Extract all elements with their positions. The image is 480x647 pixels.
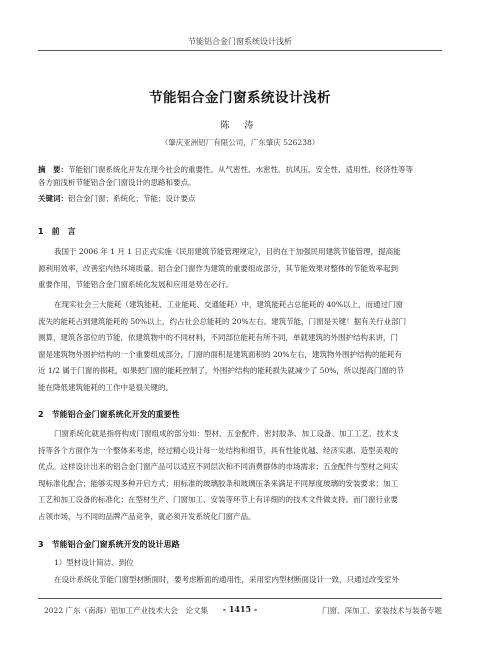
text-line: 持等各个方面作为一个整体来考虑，经过精心设计每一处结构和细节，具有性能优越、经济实惠、造型美观的 <box>38 445 398 455</box>
text-line: 现标准化配合；能够实现多种开启方式；用标准的玻璃胶条和玻璃压条来满足不同厚度玻璃的安装要求；加工 <box>38 478 398 488</box>
text-line: 我国于 2006 年 1 月 1 日正式实施《民用建筑节能管理规定》，目的在于加强民用建筑节能管理，提高能 <box>54 247 401 256</box>
keywords-text: 铝合金门窗；系统化；节能；设计要点 <box>68 194 196 203</box>
keywords <box>38 192 442 205</box>
text-line: 近 1/2 属于门窗的损耗，如果把门窗的能耗控制了，外围护结构的能耗损失就减少了 50%，所以提高门窗的节 <box>38 366 404 375</box>
footer-rule <box>38 598 442 599</box>
paper-title: 节能铝合金门窗系统设计浅析 <box>149 90 331 106</box>
text-line: 在现实社会三大能耗（建筑能耗、工业能耗、交通能耗）中，建筑能耗占总能耗的 40%以上，而通过门窗 <box>54 300 404 309</box>
section-3-paragraph-1 <box>38 572 442 589</box>
text-line: 源利用效率，改善室内热环境质量。铝合金门窗作为建筑的重要组成部分，其节能效果对整体的节能效率起到 <box>38 263 398 273</box>
section-1-paragraph-2 <box>38 297 442 396</box>
header-rule <box>38 50 442 51</box>
text-line: 流失的能耗占到建筑能耗的 50%以上，约占社会总能耗的 20%左右。建筑节能，门窗是关键！据有关行业部门 <box>38 316 407 326</box>
abstract <box>38 163 442 189</box>
section-heading-1: 1 前 言 <box>38 227 76 236</box>
text-line: 优点。这样设计出来的铝合金门窗产品可以适应不同层次和不同消费群体的市场需求；五金配件与型材之间实 <box>38 462 398 471</box>
page-number: - 1415 - <box>222 604 258 614</box>
section-1-paragraph-1 <box>38 244 442 294</box>
section-2-paragraph-1 <box>38 426 442 525</box>
running-head: 节能铝合金门窗系统设计浅析 <box>188 37 292 46</box>
text-line: 门窗系统化就是指将构成门窗组成的部分如：型材、五金配件、密封胶条、加工设备、加工工艺、技术支 <box>54 429 399 438</box>
text-line: 在设计系统化节能门窗型材断面时，要考虑断面的通用性，采用室内型材断面设计一致，只通过改变室外 <box>54 575 399 584</box>
section-heading-2: 2 节能铝合金门窗系统化开发的重要性 <box>38 410 180 419</box>
author-name: 陈 涛 <box>220 121 260 131</box>
footer-proceedings: 2022 广东（南海）铝加工产业技术大会 论文集 <box>44 606 208 615</box>
text-line: 工艺和加工设备的标准化；在型材生产、门窗加工、安装等环节上有详细的的技术文件做支持。而门窗行业要 <box>38 495 398 504</box>
author-affiliation: （肇庆亚洲铝厂有限公司，广东肇庆 526238） <box>160 138 320 147</box>
footer-topic: 门窗、深加工、家装技术与装备专题 <box>322 606 442 615</box>
abstract-line: 各方面浅析节能铝合金门窗设计的思路和要点。 <box>38 178 196 187</box>
text-line: 占领市场，与不同的品牌产品竞争，就必须开发系统化门窗产品。 <box>38 511 256 521</box>
text-line: 测算，建筑各部位的节能，依建筑物中的不同材料，不同部位能耗有所不同，单就建筑的外围护结构来讲，门 <box>38 333 398 342</box>
section-heading-3: 3 节能铝合金门窗系统开发的设计思路 <box>38 540 180 549</box>
text-line: 窗是建筑物外围护结构的一个重要组成部分，门窗的面积是建筑面积的 20%左右，建筑物外围护结构的能耗有 <box>38 349 403 359</box>
text-line: 能在降低建筑能耗的工作中是很关键的。 <box>38 382 173 392</box>
keywords-label: 关键词： <box>38 194 68 203</box>
abstract-label: 摘 要： <box>38 165 68 174</box>
text-line: 重要作用，节能铝合金门窗系统化发展和应用是势在必行。 <box>38 280 233 289</box>
subsection-heading: 1）型材设计简洁、到位 <box>54 558 134 567</box>
abstract-line: 节能铝门窗系统化开发在现今社会的重要性。从气密性、水密性、抗风压、安全性、适用性、经济性等等 <box>68 165 413 174</box>
